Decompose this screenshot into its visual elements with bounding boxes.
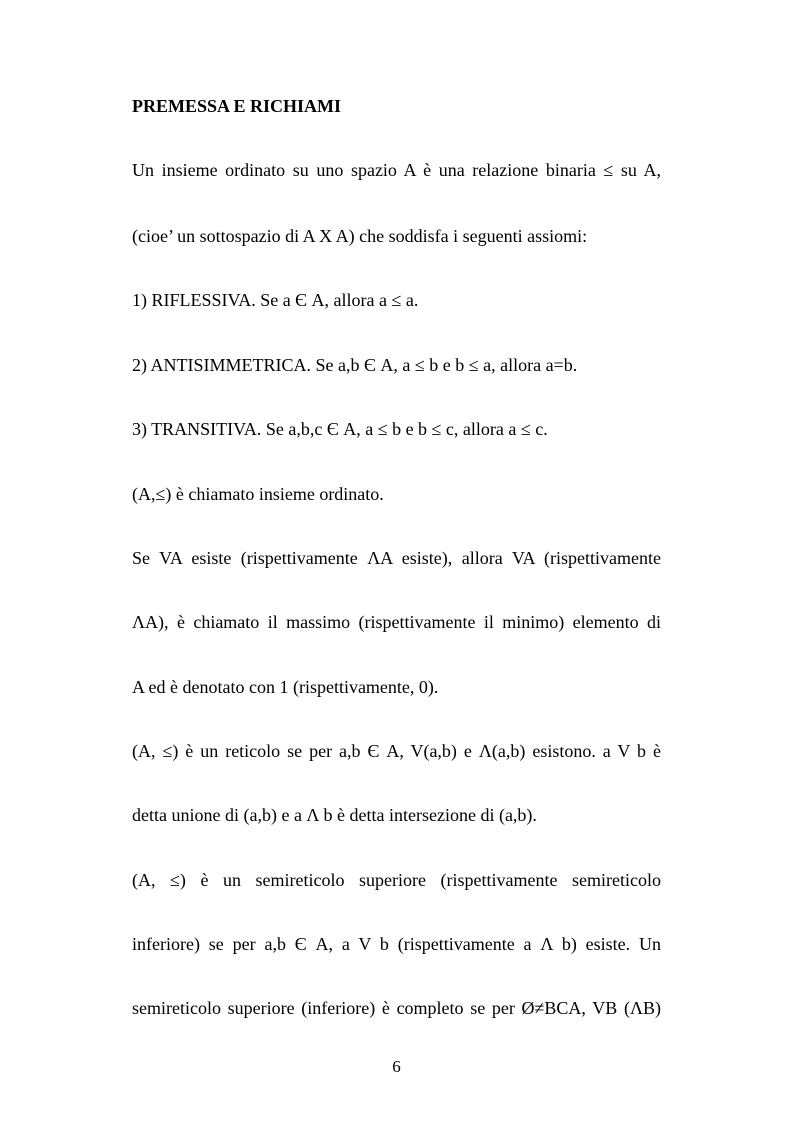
text-line-lattice-2: detta unione di (a,b) e a Λ b è detta intersezione di (a,b). xyxy=(132,805,537,825)
section-heading: PREMESSA E RICHIAMI xyxy=(132,96,342,116)
text-line-max-min-1: Se VA esiste (rispettivamente ΛA esiste), allora VA (rispettivamente xyxy=(132,548,661,568)
page-number: 6 xyxy=(392,1057,401,1076)
axiom-transitive: 3) TRANSITIVA. Se a,b,c Є A, a ≤ b e b ≤ c, allora a ≤ c. xyxy=(132,419,548,439)
text-line-max-min-2: ΛA), è chiamato il massimo (rispettivamente il minimo) elemento di xyxy=(132,612,661,632)
text-line-max-min-3: A ed è denotato con 1 (rispettivamente, 0). xyxy=(132,677,439,697)
axiom-reflexive: 1) RIFLESSIVA. Se a Є A, allora a ≤ a. xyxy=(132,290,419,310)
text-line-semilattice-1: (A, ≤) è un semireticolo superiore (rispettivamente semireticolo xyxy=(132,870,661,890)
text-line-subspace: (cioe’ un sottospazio di A X A) che soddisfa i seguenti assiomi: xyxy=(132,226,588,246)
text-line-ordered-set-name: (A,≤) è chiamato insieme ordinato. xyxy=(132,484,384,504)
axiom-antisymmetric: 2) ANTISIMMETRICA. Se a,b Є A, a ≤ b e b ≤ a, allora a=b. xyxy=(132,355,578,375)
text-line-ordered-set-definition: Un insieme ordinato su uno spazio A è una relazione binaria ≤ su A, xyxy=(132,160,661,180)
text-line-semilattice-3: semireticolo superiore (inferiore) è completo se per Ø≠BCA, VB (ΛB) xyxy=(132,998,661,1018)
text-line-semilattice-2: inferiore) se per a,b Є A, a V b (rispettivamente a Λ b) esiste. Un xyxy=(132,934,661,954)
text-line-lattice-1: (A, ≤) è un reticolo se per a,b Є A, V(a,b) e Λ(a,b) esistono. a V b è xyxy=(132,741,661,761)
